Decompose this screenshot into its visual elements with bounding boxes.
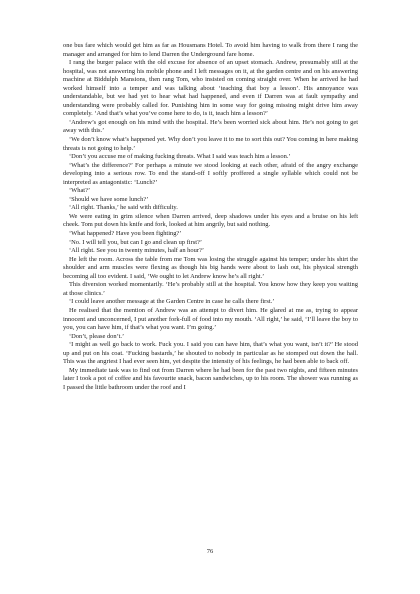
paragraph: My immediate task was to find out from Darren where he had been for the past two nights, and fifteen minutes later I took a pot of coffee and his favourite snack, bacon sandwiches, up to his room. The shower was running as I passed the little bathroom under the roof and I <box>63 366 358 391</box>
paragraph: I rang the burger palace with the old excuse for absence of an upset stomach. Andrew, presumably still at the hospital, was not answering his mobile phone and I left messages on it, at the garden centre and on his answering machine at Biddulph Mansions, then rang Tom, who insisted on coming straight over. When he arrived he had worked himself into a temper and was talking about ‘teaching that boy a lesson’. His annoyance was understandable, but we had yet to hear what had happened, and even if Darren was at fault sympathy and understanding were probably called for. Punishing him in some way for going missing might drive him away completely. ‘And that’s what you’ve come here to do, is it, teach him a lesson?’ <box>63 59 358 118</box>
paragraph: ‘Andrew’s got enough on his mind with the hospital. He’s been worried sick about him. He’s not going to get away with this.’ <box>63 118 358 135</box>
paragraph: one bus fare which would get him as far as Housmans Hotel. To avoid him having to walk from there I rang the manager and arranged for him to lend Darren the Underground fare home. <box>63 42 358 58</box>
paragraph: ‘We don’t know what’s happened yet. Why don’t you leave it to me to sort this out? You coming in here making threats is not going to help.’ <box>63 136 358 152</box>
paragraph: ‘I might as well go back to work. Fuck you. I said you can have him, that’s what you want, isn’t it?’ He stood up and put on his coat. ‘Fucking bastards,’ he shouted to nobody in particular as he stomped out down the hall. This was the angriest I had ever seen him, yet despite the intensity of his feelings, he had been able to back off. <box>63 341 358 366</box>
paragraph: This diversion worked momentarily. ‘He’s probably still at the hospital. You know how they keep you waiting at those clinics.’ <box>63 281 358 297</box>
paragraph: He realised that the mention of Andrew was an attempt to divert him. He glared at me as, trying to appear innocent and unconcerned, I put another fork-full of food into my mouth. ‘All right,’ he said, ‘I’ll leave the boy to you, you can have him, if that’s what you want. I’m going.’ <box>63 306 358 332</box>
body-text <box>63 42 358 392</box>
paragraph: ‘What happened? Have you been fighting?’ <box>69 230 182 238</box>
paragraph: ‘I could leave another message at the Garden Centre in case he calls there first.’ <box>69 298 275 306</box>
paragraph: ‘Don’t you accuse me of making fucking threats. What I said was teach him a lesson.’ <box>69 153 291 161</box>
paragraph: ‘All right. See you in twenty minutes, half an hour?’ <box>69 247 204 255</box>
paragraph: ‘Should we have some lunch?’ <box>69 195 149 203</box>
paragraph: ‘What?’ <box>69 187 91 195</box>
paragraph: We were eating in grim silence when Darren arrived, deep shadows under his eyes and a bruise on his left cheek. Tom put down his knife and fork, looked at him angrily, but said nothing. <box>63 212 358 229</box>
paragraph: ‘What’s the difference?’ For perhaps a minute we stood looking at each other, afraid of the angry exchange developing into a serious row. To end the stand-off I softly proffered a single syllable which could not be interpreted as antagonistic: ‘Lunch?’ <box>63 161 358 186</box>
paragraph: ‘All right. Thanks,’ he said with difficulty. <box>69 204 178 212</box>
paragraph: ‘No. I will tell you, but can I go and clean up first?’ <box>69 238 203 246</box>
paragraph: He left the room. Across the table from me Tom was losing the struggle against his temper; under his shirt the shoulder and arm muscles were flexing as though his big hands were about to lash out, his physical strength becoming all too evident. I said, ‘We ought to let Andrew know he’s all right.’ <box>63 255 358 280</box>
page-number: 76 <box>206 548 214 555</box>
paragraph: ‘Don’t, please don’t.’ <box>69 332 125 340</box>
